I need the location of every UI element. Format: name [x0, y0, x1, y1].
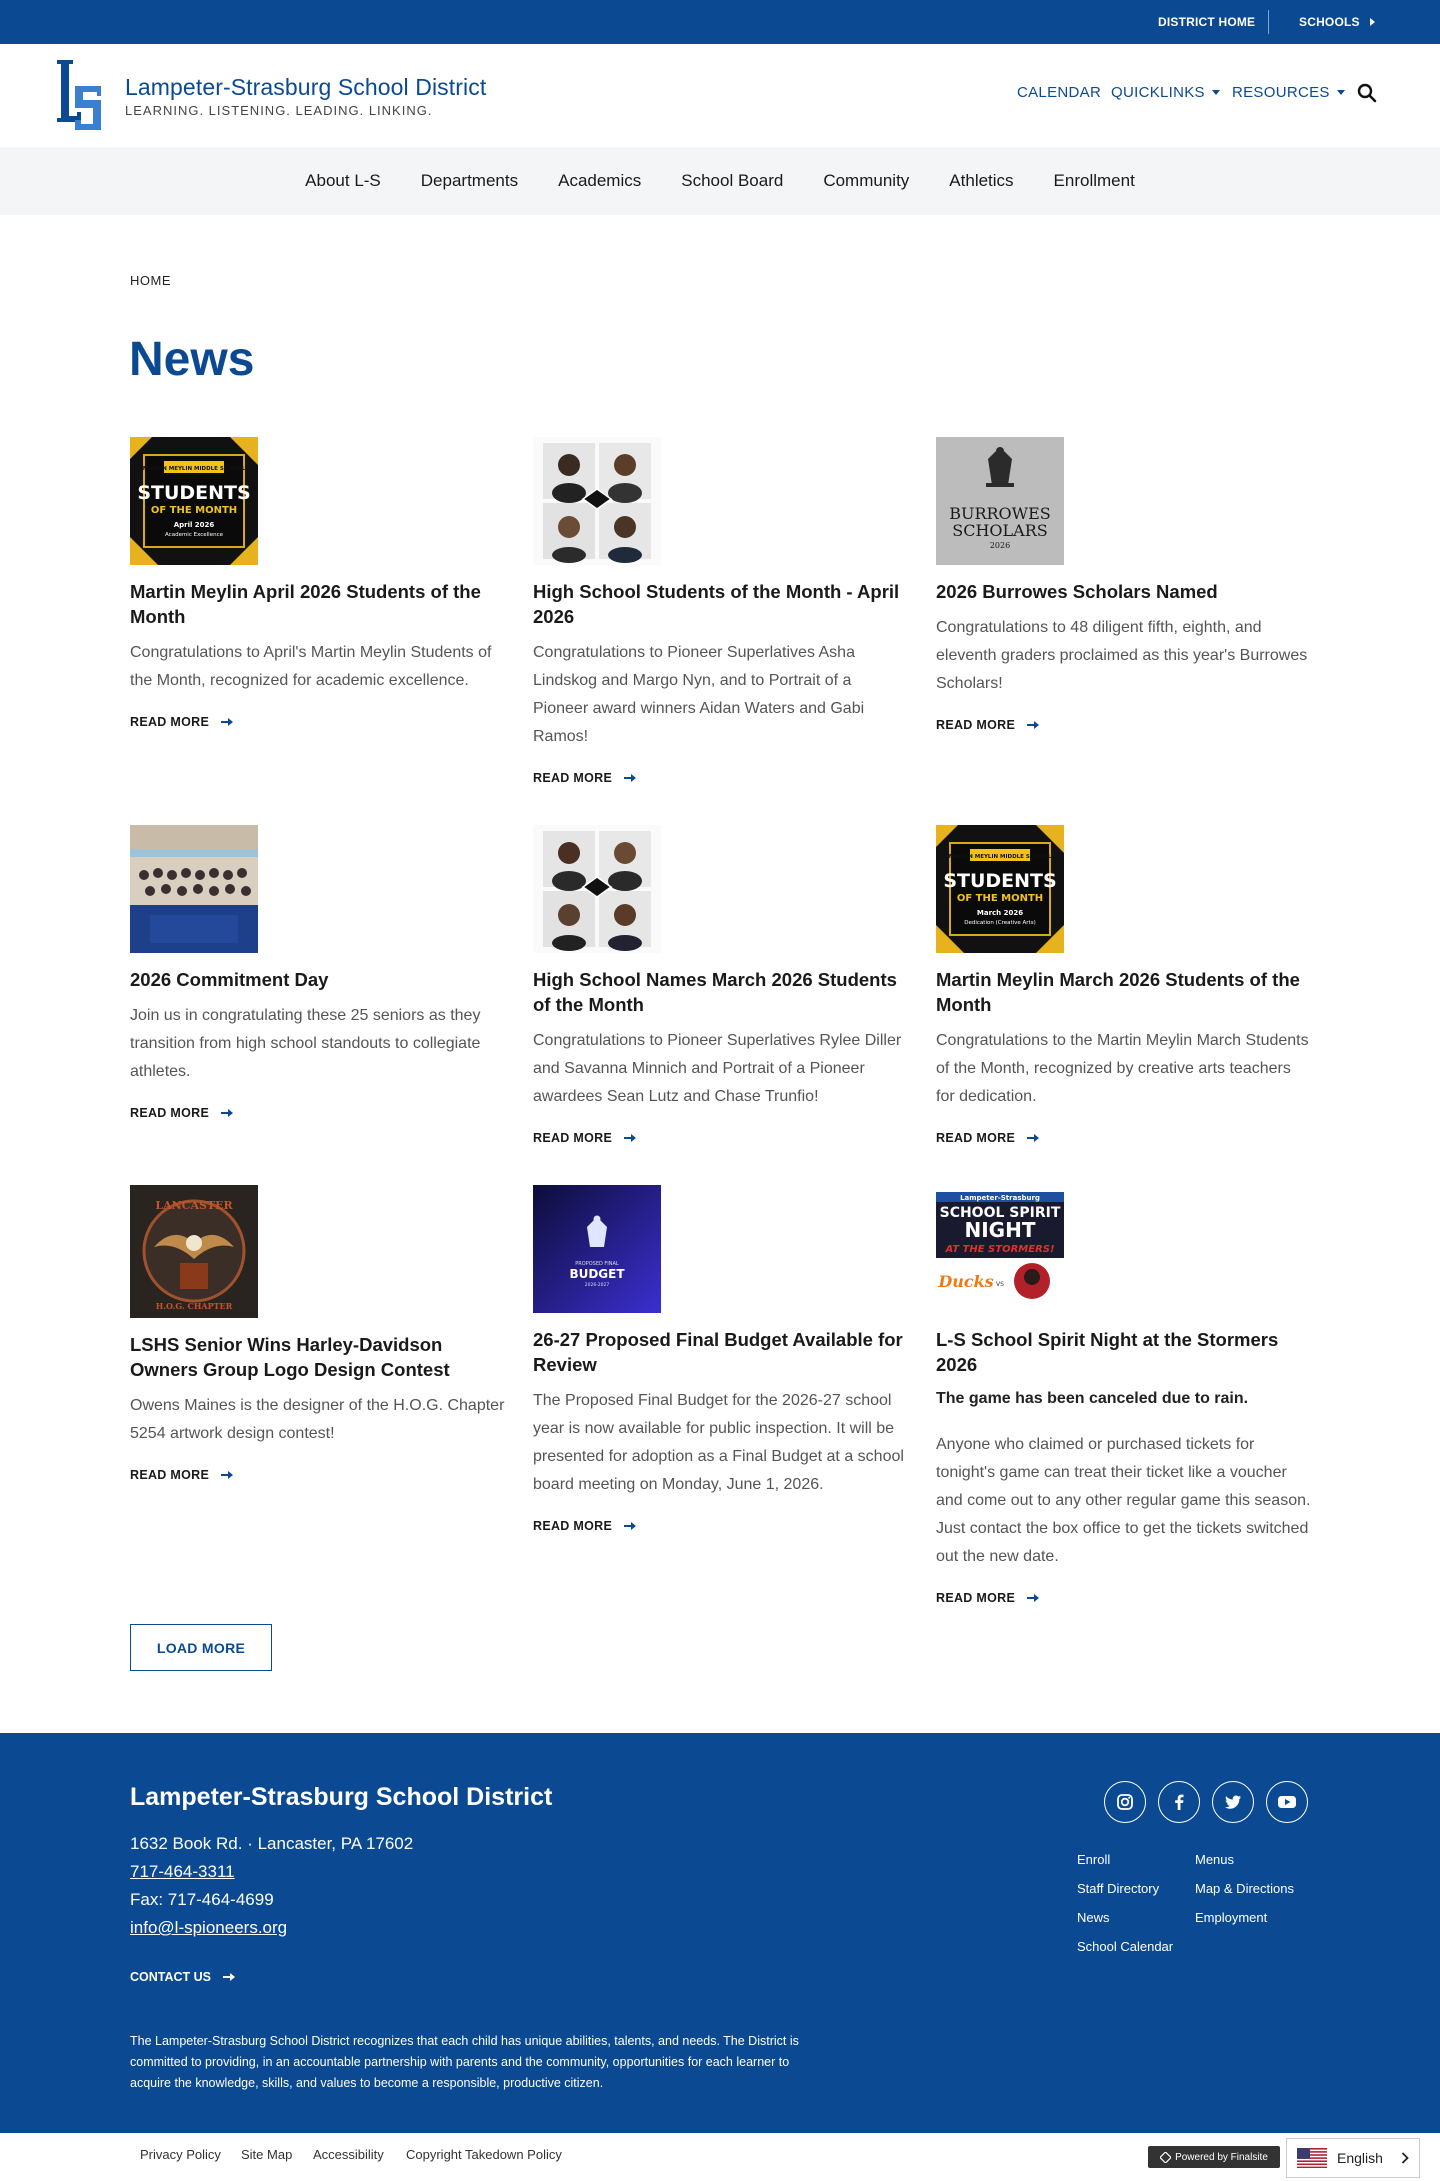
thumb-top: Lampeter-Strasburg [960, 1194, 1040, 1202]
footer-link-news[interactable]: News [1077, 1910, 1110, 1925]
thumb-line2: NIGHT [964, 1218, 1036, 1242]
news-title[interactable]: 2026 Commitment Day [130, 969, 329, 990]
arrow-right-icon [223, 1972, 235, 1982]
load-more-button[interactable]: LOAD MORE [130, 1624, 272, 1671]
thumb-year: 2026 [989, 541, 1011, 550]
site-tagline: LEARNING. LISTENING. LEADING. LINKING. [125, 103, 433, 118]
news-title[interactable]: L-S School Spirit Night at the Stormers 2026 [936, 1329, 1279, 1375]
read-more-link[interactable] [130, 1468, 505, 1482]
powered-by-label: Powered by Finalsite [1175, 2151, 1268, 2163]
news-thumbnail[interactable] [936, 437, 1064, 565]
main-nav [0, 147, 1440, 215]
thumb-note: Dedication (Creative Arts) [964, 920, 1036, 926]
thumb-vs: VS [996, 1281, 1004, 1288]
news-thumbnail[interactable] [130, 825, 258, 953]
calendar-link[interactable]: CALENDAR [1017, 84, 1102, 101]
news-card [936, 825, 1311, 1145]
read-more-label: READ MORE [533, 771, 613, 785]
quicklinks-menu[interactable] [1111, 84, 1220, 101]
news-thumbnail[interactable] [130, 1185, 258, 1318]
thumb-school: MARTIN MEYLIN MIDDLE SCHOOL [948, 854, 1052, 860]
twitter-icon[interactable] [1212, 1781, 1254, 1823]
read-more-link[interactable] [936, 718, 1311, 732]
district-logo[interactable] [55, 58, 105, 134]
read-more-label: READ MORE [533, 1131, 613, 1145]
thumb-sub: OF THE MONTH [150, 505, 238, 516]
footer-link-school-calendar[interactable]: School Calendar [1077, 1939, 1174, 1954]
finalsite-icon [1160, 2152, 1171, 2163]
arrow-right-icon [221, 1108, 233, 1118]
thumb-month: April 2026 [173, 521, 215, 529]
news-card [130, 825, 505, 1120]
read-more-label: READ MORE [936, 718, 1016, 732]
instagram-icon[interactable] [1104, 1781, 1146, 1823]
copyright-takedown-link[interactable]: Copyright Takedown Policy [406, 2147, 562, 2162]
footer-district-name: Lampeter-Strasburg School District [130, 1783, 553, 1811]
arrow-right-icon [624, 1521, 636, 1531]
powered-by-badge[interactable] [1148, 2146, 1280, 2168]
news-card [936, 437, 1311, 732]
thumb-top: LANCASTER [155, 1199, 233, 1212]
thumb-line3: AT THE STORMERS! [945, 1244, 1055, 1255]
news-card [533, 437, 908, 785]
language-selector[interactable] [1286, 2138, 1420, 2178]
news-summary: The Proposed Final Budget for the 2026-27 school year is now available for public inspection. It will be presented for adoption as a Final Budget at a school board meeting on Monday, June 1, 2026. [533, 1392, 904, 1493]
read-more-link[interactable] [130, 715, 505, 729]
news-summary: Join us in congratulating these 25 seniors as they transition from high school standouts to collegiate athletes. [130, 1007, 481, 1080]
schools-label: SCHOOLS [1299, 15, 1360, 29]
arrow-right-icon [1027, 1593, 1039, 1603]
footer-address-line: 1632 Book Rd. · Lancaster, PA 17602 [130, 1834, 414, 1853]
thumb-main: STUDENTS [137, 482, 251, 504]
read-more-link[interactable] [533, 771, 908, 785]
footer-link-menus[interactable]: Menus [1195, 1852, 1235, 1867]
read-more-label: READ MORE [936, 1131, 1016, 1145]
news-thumbnail[interactable] [936, 1185, 1064, 1313]
read-more-label: READ MORE [130, 715, 210, 729]
site-header [0, 44, 1440, 147]
resources-label: RESOURCES [1232, 84, 1330, 101]
site-name[interactable]: Lampeter-Strasburg School District [125, 74, 487, 100]
nav-community[interactable]: Community [823, 171, 910, 190]
news-summary: Congratulations to 48 diligent fifth, eighth, and eleventh graders proclaimed as this year's Burrowes Scholars! [936, 619, 1308, 692]
district-home-link[interactable]: DISTRICT HOME [1158, 15, 1256, 29]
news-thumbnail[interactable] [533, 437, 661, 565]
news-title[interactable]: Martin Meylin March 2026 Students of the Month [936, 969, 1300, 1015]
news-thumbnail[interactable] [130, 437, 258, 565]
privacy-policy-link[interactable]: Privacy Policy [140, 2147, 221, 2162]
arrow-right-icon [221, 717, 233, 727]
nav-about[interactable]: About L-S [305, 171, 381, 190]
news-title[interactable]: LSHS Senior Wins Harley-Davidson Owners Group Logo Design Contest [130, 1334, 450, 1380]
news-title[interactable]: 26-27 Proposed Final Budget Available for Review [533, 1329, 903, 1375]
footer-phone-link[interactable]: 717-464-3311 [130, 1862, 235, 1881]
footer-email-link[interactable]: info@l-spioneers.org [130, 1918, 288, 1937]
news-thumbnail[interactable] [533, 825, 661, 953]
news-title[interactable]: Martin Meylin April 2026 Students of the Month [130, 581, 481, 627]
footer-link-staff-directory[interactable]: Staff Directory [1077, 1881, 1160, 1896]
thumb-school: MARTIN MEYLIN MIDDLE SCHOOL [142, 466, 246, 472]
arrow-right-icon [1027, 1133, 1039, 1143]
thumb-main: STUDENTS [943, 870, 1057, 892]
footer-links-col1 [1077, 1845, 1173, 1961]
page-title: News [129, 333, 255, 386]
utility-bar [0, 0, 1440, 44]
footer-link-map-directions[interactable]: Map & Directions [1195, 1881, 1294, 1896]
footer-link-enroll[interactable]: Enroll [1077, 1852, 1111, 1867]
news-card [533, 1185, 908, 1533]
facebook-icon[interactable] [1158, 1781, 1200, 1823]
news-card [130, 1185, 505, 1482]
footer-links-col2 [1195, 1845, 1294, 1932]
news-summary: Congratulations to Pioneer Superlatives Asha Lindskog and Margo Nyn, and to Portrait of a Pioneer award winners Aidan Waters and Gabi Ramos! [533, 644, 865, 745]
footer-street: 1632 Book Rd. [130, 1834, 243, 1853]
read-more-link[interactable] [936, 1131, 1311, 1145]
bottom-bar [0, 2133, 1440, 2181]
chevron-right-icon [1401, 2152, 1409, 2164]
news-title[interactable]: High School Students of the Month - April 2026 [533, 581, 900, 627]
thumb-month: March 2026 [976, 909, 1024, 917]
thumb-label: PROPOSED FINAL [575, 1261, 619, 1267]
utility-divider [1268, 10, 1269, 34]
chevron-down-icon [1337, 90, 1345, 95]
news-subhead: The game has been canceled due to rain. [936, 1390, 1249, 1407]
news-thumbnail[interactable] [533, 1185, 661, 1313]
site-map-link[interactable]: Site Map [241, 2147, 293, 2162]
quicklinks-label: QUICKLINKS [1111, 84, 1205, 101]
read-more-label: READ MORE [533, 1519, 613, 1533]
resources-menu[interactable] [1232, 84, 1345, 101]
news-summary: Congratulations to April's Martin Meylin Students of the Month, recognized for academic excellence. [130, 644, 492, 689]
news-summary: Congratulations to the Martin Meylin March Students of the Month, recognized by creative arts teachers for dedication. [936, 1032, 1309, 1105]
read-more-label: READ MORE [936, 1591, 1016, 1605]
schools-menu[interactable] [1299, 0, 1375, 44]
news-card [130, 437, 505, 729]
news-card [936, 1185, 1311, 1605]
footer-link-employment[interactable]: Employment [1195, 1910, 1268, 1925]
read-more-label: READ MORE [130, 1468, 210, 1482]
news-summary: Anyone who claimed or purchased tickets for tonight's game can treat their ticket like a voucher and come out to any other regular game this season. Just contact the box office to get the tickets switched out the new date. [936, 1436, 1311, 1565]
caret-right-icon [1370, 18, 1375, 26]
read-more-link[interactable] [533, 1519, 908, 1533]
contact-us-link[interactable] [130, 1970, 235, 1984]
youtube-icon[interactable] [1266, 1781, 1308, 1823]
chevron-down-icon [1212, 90, 1220, 95]
accessibility-link[interactable]: Accessibility [313, 2147, 384, 2162]
arrow-right-icon [624, 1133, 636, 1143]
thumb-year: 2026-2027 [584, 1283, 610, 1288]
read-more-link[interactable] [130, 1106, 505, 1120]
footer-mission: The Lampeter-Strasburg School District recognizes that each child has unique abilities, talents, and needs. The District is committed to providing, in an accountable partnership with parents and the community, opportunities for each learner to acquire the knowledge, skills, and values to become a responsible, productive citizen. [130, 2033, 799, 2090]
arrow-right-icon [221, 1470, 233, 1480]
footer-city: Lancaster, PA 17602 [257, 1834, 414, 1853]
thumb-note: Academic Excellence [165, 532, 223, 538]
breadcrumb-home[interactable]: HOME [130, 273, 171, 288]
footer-address [130, 1830, 413, 1942]
nav-school-board[interactable]: School Board [681, 171, 784, 190]
thumb-bottom: H.O.G. CHAPTER [155, 1301, 233, 1311]
arrow-right-icon [624, 773, 636, 783]
news-title[interactable]: High School Names March 2026 Students of the Month [533, 969, 897, 1015]
thumb-line1: SCHOOL SPIRIT [939, 1205, 1061, 1221]
search-icon[interactable] [1356, 82, 1378, 104]
nav-enrollment[interactable]: Enrollment [1053, 171, 1135, 190]
read-more-link[interactable] [936, 1591, 1311, 1605]
read-more-link[interactable] [533, 1131, 908, 1145]
contact-us-label: CONTACT US [130, 1970, 212, 1984]
news-summary: Congratulations to Pioneer Superlatives Rylee Diller and Savanna Minnich and Portrait of a Pioneer awardees Sean Lutz and Chase Trunfio! [533, 1032, 902, 1105]
arrow-right-icon [1027, 720, 1039, 730]
footer-fax: Fax: 717-464-4699 [130, 1890, 274, 1909]
thumb-line1: BURROWES [949, 504, 1051, 523]
thumb-main: BUDGET [569, 1267, 625, 1281]
news-card [533, 825, 908, 1145]
news-summary: Owens Maines is the designer of the H.O.G. Chapter 5254 artwork design contest! [130, 1397, 505, 1442]
language-label: English [1337, 2150, 1383, 2166]
read-more-label: READ MORE [130, 1106, 210, 1120]
nav-athletics[interactable]: Athletics [949, 171, 1014, 190]
thumb-team1: Ducks [938, 1272, 994, 1291]
thumb-line2: SCHOLARS [952, 521, 1048, 540]
thumb-sub: OF THE MONTH [956, 893, 1044, 904]
site-footer [0, 1733, 1440, 2133]
nav-academics[interactable]: Academics [558, 171, 642, 190]
us-flag-icon [1297, 2148, 1327, 2168]
nav-departments[interactable]: Departments [420, 171, 519, 190]
news-title[interactable]: 2026 Burrowes Scholars Named [936, 581, 1218, 602]
news-thumbnail[interactable] [936, 825, 1064, 953]
